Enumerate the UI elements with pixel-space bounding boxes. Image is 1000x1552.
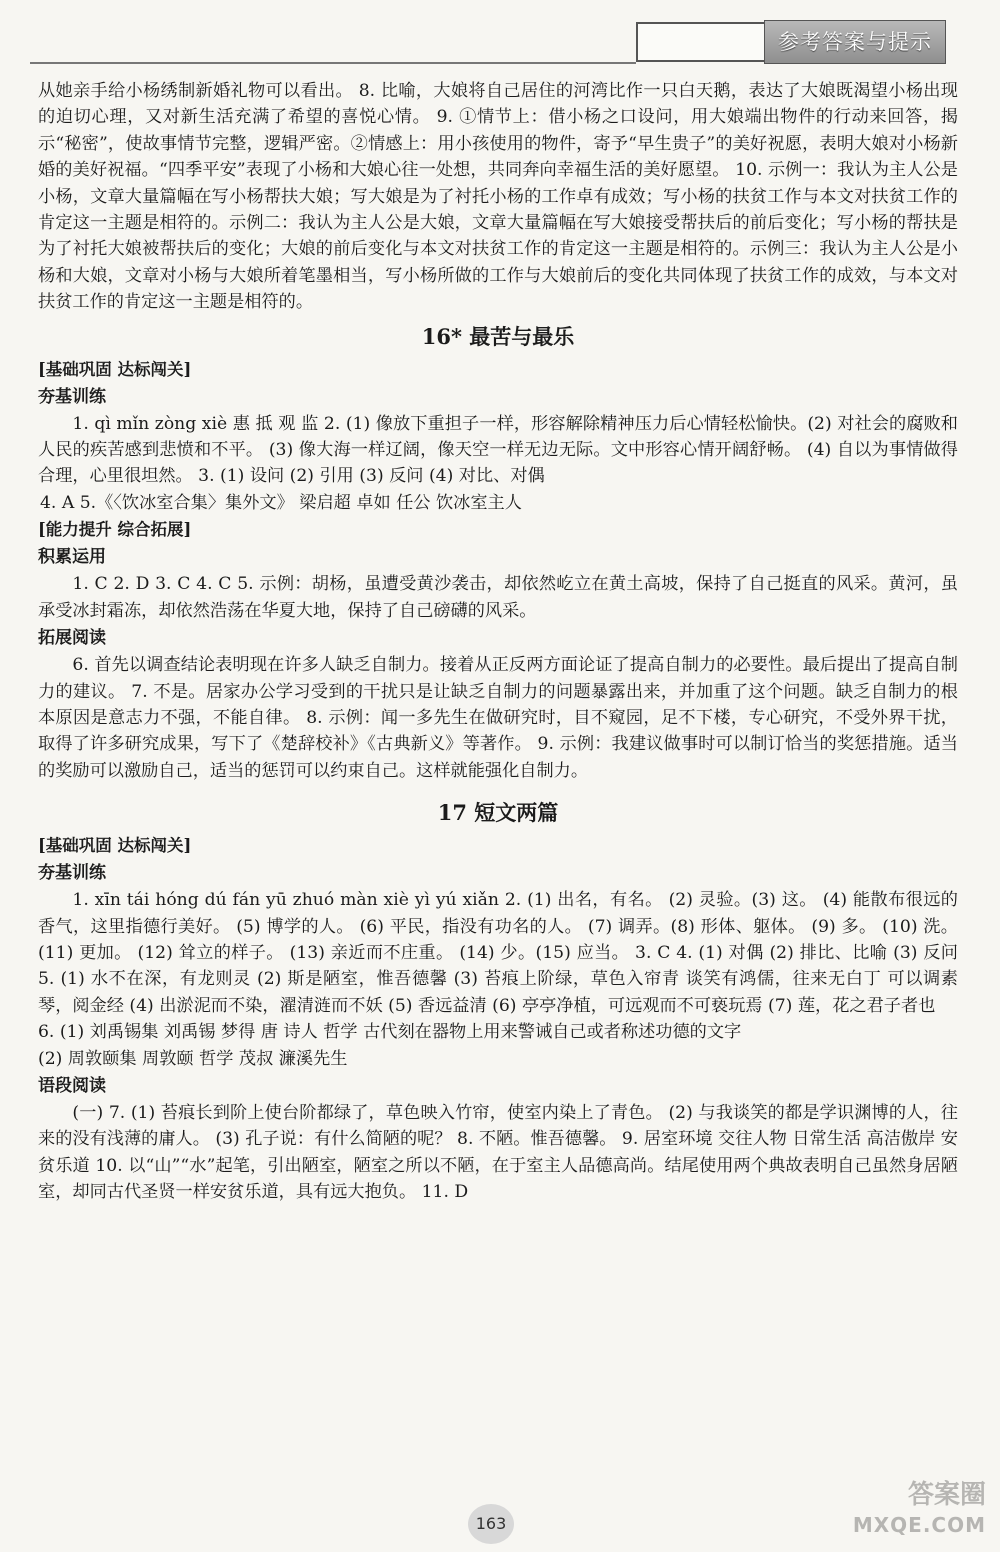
header-rule [30, 62, 636, 64]
page-number: 163 [468, 1504, 514, 1544]
section-16-basic-heading: [基础巩固 达标闯关] [38, 359, 192, 379]
section-16-reading-heading: 拓展阅读 [38, 628, 106, 649]
section-17-answers-4: (一) 7. (1) 苔痕长到阶上使台阶都绿了，草色映入竹帘，使室内染上了青色。 (2) 与我谈笑的都是学识渊博的人，往来的没有浅薄的庸人。 (3) 孔子说：有什么简陋的呢？ 8. 不陋。惟吾德馨。 9. 居室环境 交往人物 日常生活 高洁傲岸 安贫乐道 10. 以“山”“水”起笔，引出陋室，陋室之所以不陋，在于室主人品德高尚。结尾使用两个典故表明自己虽然身居陋室，却同古代圣贤一样安贫乐道，具有远大抱负。 11. D [38, 1102, 958, 1203]
header-blank-box [636, 22, 764, 62]
section-16-answers-4: 6. 首先以调查结论表明现在许多人缺乏自制力。接着从正反两方面论证了提高自制力的必要性。最后提出了提高自制力的建议。 7. 不是。居家办公学习受到的干扰只是让缺乏自制力的问题暴露出来，并加重了这个问题。缺乏自制力的根本原因是意志力不强，不能自律。 8. 示例：闻一多先生在做研究时，目不窥园，足不下楼，专心研究，不受外界干扰，取得了许多研究成果，写下了《楚辞校补》《古典新义》等著作。 9. 示例：我建议做事时可以制订恰当的奖惩措施。适当的奖励可以激励自己，适当的惩罚可以约束自己。这样就能强化自制力。 [38, 655, 958, 781]
section-16-answers-3: 1. C 2. D 3. C 4. C 5. 示例：胡杨，虽遭受黄沙袭击，却依然屹立在黄土高坡，保持了自己挺直的风采。黄河，虽承受冰封霜冻，却依然浩荡在华夏大地，保持了自己磅礴的风采。 [38, 574, 958, 621]
section-16-drill-heading: 夯基训练 [38, 386, 106, 407]
section-17-answers-3: (2) 周敦颐集 周敦颐 哲学 茂叔 濂溪先生 [38, 1048, 348, 1069]
watermark [826, 1480, 986, 1546]
section-16-answers-1: 1. qì mǐn zòng xiè 惠 抵 观 监 2. (1) 像放下重担子一样，形容解除精神压力后心情轻松愉快。(2) 对社会的腐败和人民的疾苦感到悲愤和不平。 (3) 像大海一样辽阔，像天空一样无边无际。文中形容心情开阔舒畅。 (4) 自以为事情做得合理，心里很坦然。 3. (1) 设问 (2) 引用 (3) 反问 (4) 对比、对偶 [38, 413, 958, 487]
section-16-title: 16* 最苦与最乐 [421, 323, 575, 349]
section-17-answers-2: 6. (1) 刘禹锡集 刘禹锡 梦得 唐 诗人 哲学 古代刻在器物上用来警诫自己或者称述功德的文字 [38, 1022, 742, 1043]
section-16-answers-2: 4. A 5.《〈饮冰室合集〉集外文》 梁启超 卓如 任公 饮冰室主人 [40, 492, 522, 513]
section-17-title: 17 短文两篇 [437, 800, 559, 826]
section-17-passage-heading: 语段阅读 [38, 1075, 106, 1096]
intro-paragraph: 从她亲手给小杨绣制新婚礼物可以看出。 8. 比喻，大娘将自己居住的河湾比作一只白天鹅，表达了大娘既渴望小杨出现的迫切心理，又对新生活充满了希望的喜悦心情。 9. ①情节上：借小杨之口设问，用大娘端出物件的行动来回答，揭示“秘密”，使故事情节完整，逻辑严密。②情感上：用小孩使用的物件，寄予“早生贵子”的美好祝愿，表明大娘对小杨新婚的美好祝福。“四季平安”表现了小杨和大娘心往一处想，共同奔向幸福生活的美好愿望。 10. 示例一：我认为主人公是小杨，文章大量篇幅在写小杨帮扶大娘；写大娘是为了衬托小杨的工作卓有成效；写小杨的扶贫工作与本文对扶贫工作的肯定这一主题是相符的。示例二：我认为主人公是大娘，文章大量篇幅在写大娘接受帮扶后的前后变化；写小杨的帮扶是为了衬托大娘被帮扶后的变化；大娘的前后变化与本文对扶贫工作的肯定这一主题是相符的。示例三：我认为主人公是小杨和大娘，文章对小杨与大娘所着笔墨相当，写小杨所做的工作与大娘前后的变化共同体现了扶贫工作的成效，与本文对扶贫工作的肯定这一主题是相符的。 [38, 81, 958, 313]
main-content [38, 78, 958, 1206]
section-16-usage-heading: 积累运用 [38, 547, 106, 568]
watermark-site: MXQE.COM [852, 1513, 986, 1537]
section-17-drill-heading: 夯基训练 [38, 863, 106, 884]
section-17-answers-1: 1. xīn tái hóng dú fán yū zhuó màn xiè yì yú xiǎn 2. (1) 出名，有名。 (2) 灵验。(3) 这。 (4) 能散布很远的香气，这里指德行美好。 (5) 博学的人。 (6) 平民，指没有功名的人。 (7) 调弄。(8) 形体、躯体。 (9) 多。 (10) 洗。 (11) 更加。 (12) 耸立的样子。 (13) 亲近而不庄重。 (14) 少。(15) 应当。 3. C 4. (1) 对偶 (2) 排比、比喻 (3) 反问 5. (1) 水不在深，有龙则灵 (2) 斯是陋室，惟吾德馨 (3) 苔痕上阶绿，草色入帘青 谈笑有鸿儒，往来无白丁 可以调素琴，阅金经 (4) 出淤泥而不染，濯清涟而不妖 (5) 香远益清 (6) 亭亭净植，可远观而不可亵玩焉 (7) 莲，花之君子者也 [38, 890, 958, 1016]
intro-block [38, 78, 958, 316]
section-17-basic-heading: [基础巩固 达标闯关] [38, 836, 192, 856]
header-tab: 参考答案与提示 [764, 20, 946, 64]
section-16-advanced-heading: [能力提升 综合拓展] [38, 520, 192, 540]
watermark-logo: 答案圈 [907, 1480, 986, 1510]
